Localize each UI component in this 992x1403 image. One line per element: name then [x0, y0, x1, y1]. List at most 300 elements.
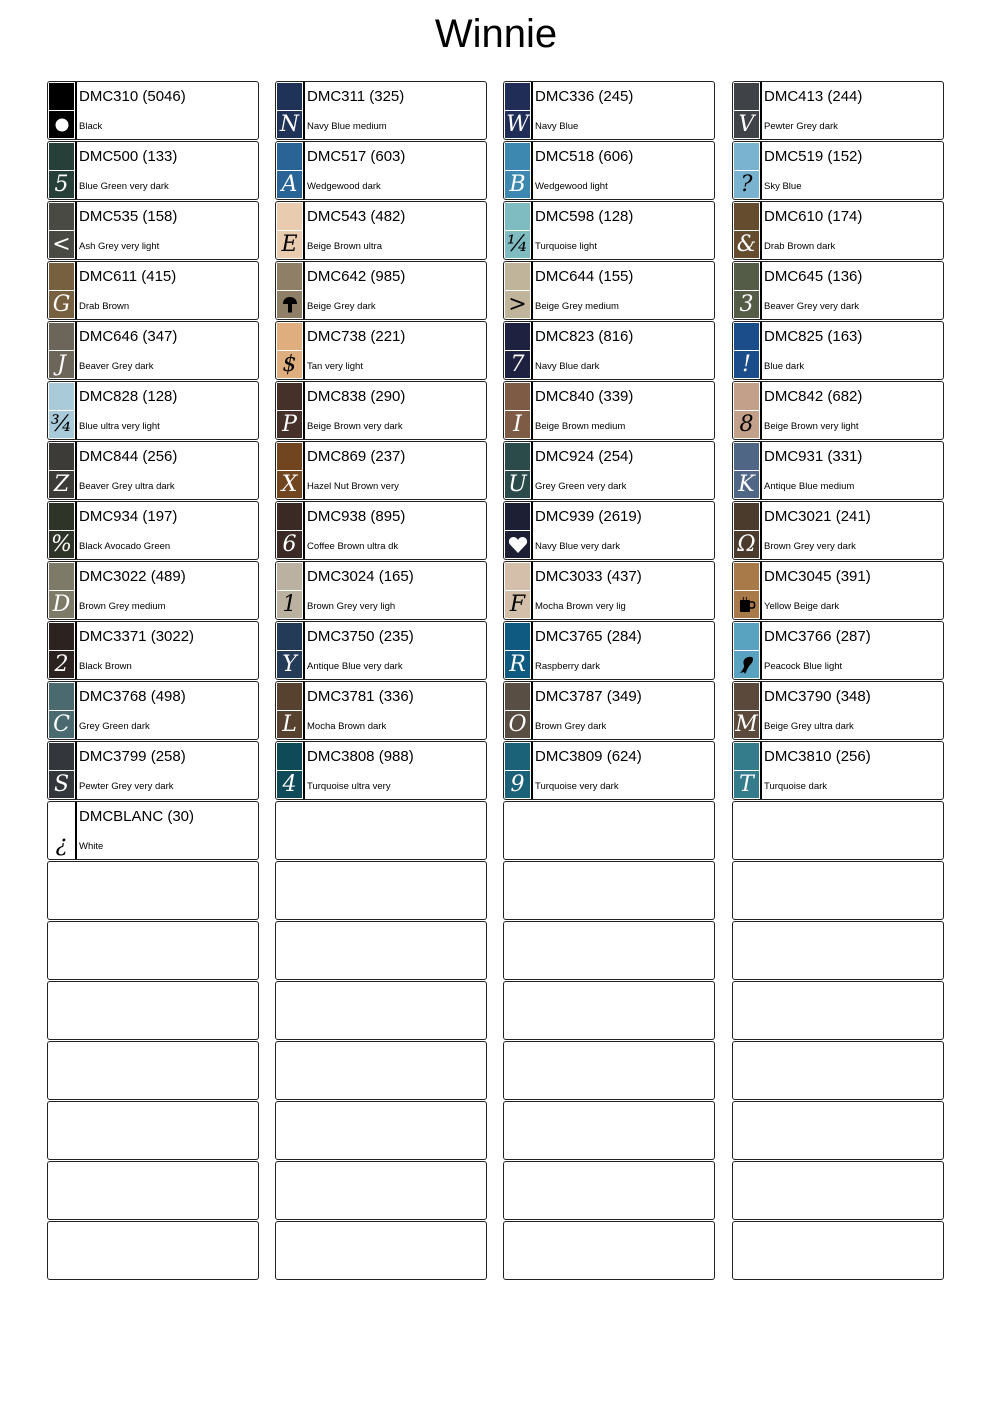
legend-cell: [47, 141, 259, 200]
cell-divider: [760, 742, 762, 799]
legend-cell: [732, 141, 944, 200]
symbol-block: [734, 411, 759, 438]
swatch-color-block: [277, 203, 302, 230]
empty-legend-cell: [732, 861, 944, 920]
symbol-glyph: $: [282, 352, 297, 377]
symbol-block: [49, 231, 74, 258]
thread-code: DMC3766 (287): [764, 628, 871, 645]
symbol-block: [49, 831, 74, 858]
thread-name: Brown Grey dark: [535, 721, 607, 732]
symbol-block: [49, 711, 74, 738]
swatch-color-block: [505, 563, 530, 590]
color-swatch: [504, 442, 531, 499]
color-swatch: [276, 622, 303, 679]
legend-cell: [47, 681, 259, 740]
thread-name: Navy Blue medium: [307, 121, 387, 132]
symbol-glyph: N: [279, 112, 300, 137]
thread-code: DMC939 (2619): [535, 508, 642, 525]
color-swatch: [733, 622, 760, 679]
symbol-glyph: O: [508, 712, 527, 737]
empty-legend-cell: [503, 921, 715, 980]
legend-cell: [47, 741, 259, 800]
empty-legend-cell: [503, 1221, 715, 1280]
legend-cell: [503, 81, 715, 140]
thread-code: DMC3022 (489): [79, 568, 186, 585]
color-swatch: [48, 502, 75, 559]
symbol-block: [505, 351, 530, 378]
thread-code: DMC500 (133): [79, 148, 178, 165]
symbol-block: [505, 471, 530, 498]
legend-cell: [732, 741, 944, 800]
cell-divider: [75, 562, 77, 619]
cell-divider: [760, 382, 762, 439]
color-swatch: [276, 742, 303, 799]
swatch-color-block: [505, 443, 530, 470]
cell-divider: [531, 742, 533, 799]
symbol-block: [734, 711, 759, 738]
color-swatch: [48, 802, 75, 859]
color-swatch: [48, 622, 75, 679]
legend-cell: [503, 501, 715, 560]
symbol-block: [277, 711, 302, 738]
thread-name: Mocha Brown dark: [307, 721, 387, 732]
cell-divider: [75, 262, 77, 319]
empty-legend-cell: [503, 981, 715, 1040]
color-swatch: [276, 142, 303, 199]
thread-name: Coffee Brown ultra dk: [307, 541, 399, 552]
swatch-color-block: [49, 383, 74, 410]
symbol-glyph: M: [735, 712, 758, 737]
thread-code: DMC3024 (165): [307, 568, 414, 585]
symbol-block: [49, 771, 74, 798]
empty-legend-cell: [47, 861, 259, 920]
thread-code: DMC934 (197): [79, 508, 178, 525]
thread-name: Yellow Beige dark: [764, 601, 840, 612]
thread-code: DMCBLANC (30): [79, 808, 195, 825]
thread-code: DMC642 (985): [307, 268, 406, 285]
color-swatch: [48, 562, 75, 619]
symbol-block: [505, 111, 530, 138]
symbol-block: [277, 351, 302, 378]
empty-legend-cell: [47, 1101, 259, 1160]
symbol-block: [49, 171, 74, 198]
thread-name: Beaver Grey ultra dark: [79, 481, 175, 492]
thread-code: DMC938 (895): [307, 508, 406, 525]
symbol-glyph: E: [281, 232, 298, 257]
legend-cell: [47, 501, 259, 560]
symbol-glyph: F: [509, 592, 526, 617]
cell-divider: [75, 802, 77, 859]
cell-divider: [75, 82, 77, 139]
legend-cell: [732, 81, 944, 140]
symbol-glyph: ¼: [506, 232, 529, 257]
empty-legend-cell: [275, 801, 487, 860]
symbol-block: [734, 531, 759, 558]
cell-divider: [531, 82, 533, 139]
thread-name: Ash Grey very light: [79, 241, 160, 252]
symbol-block: [734, 771, 759, 798]
cell-divider: [303, 262, 305, 319]
swatch-color-block: [49, 503, 74, 530]
cell-divider: [75, 202, 77, 259]
empty-legend-cell: [275, 1161, 487, 1220]
legend-cell: [732, 561, 944, 620]
symbol-glyph: 7: [510, 352, 525, 377]
symbol-block: [734, 351, 759, 378]
empty-legend-cell: [47, 1041, 259, 1100]
color-swatch: [733, 322, 760, 379]
swatch-color-block: [505, 263, 530, 290]
color-swatch: [504, 622, 531, 679]
thread-code: DMC311 (325): [307, 88, 405, 105]
symbol-block: [277, 231, 302, 258]
cell-divider: [531, 562, 533, 619]
symbol-glyph: L: [282, 712, 297, 737]
legend-cell: [275, 81, 487, 140]
empty-legend-cell: [275, 921, 487, 980]
color-swatch: [48, 382, 75, 439]
page-title: Winnie: [434, 12, 558, 56]
legend-cell: [275, 741, 487, 800]
legend-cell: [47, 801, 259, 860]
legend-cell: [47, 441, 259, 500]
cell-divider: [531, 322, 533, 379]
symbol-glyph: W: [506, 112, 529, 137]
thread-name: Beaver Grey dark: [79, 361, 154, 372]
thread-name: Sky Blue: [764, 181, 802, 192]
empty-legend-cell: [47, 1221, 259, 1280]
swatch-color-block: [734, 323, 759, 350]
thread-code: DMC3809 (624): [535, 748, 642, 765]
symbol-glyph: 1: [282, 592, 297, 617]
swatch-color-block: [505, 203, 530, 230]
symbol-glyph: Ω: [737, 532, 756, 557]
empty-legend-cell: [275, 1101, 487, 1160]
thread-name: Blue Green very dark: [79, 181, 169, 192]
thread-name: Drab Brown: [79, 301, 130, 312]
legend-cell: [732, 441, 944, 500]
color-swatch: [276, 82, 303, 139]
empty-legend-cell: [732, 801, 944, 860]
legend-cell: [47, 381, 259, 440]
cell-divider: [531, 382, 533, 439]
cell-divider: [303, 322, 305, 379]
thread-name: Brown Grey medium: [79, 601, 166, 612]
cell-divider: [75, 502, 77, 559]
color-swatch: [504, 502, 531, 559]
thread-name: Tan very light: [307, 361, 363, 372]
swatch-color-block: [277, 143, 302, 170]
symbol-block: [49, 351, 74, 378]
empty-legend-cell: [503, 1161, 715, 1220]
cell-divider: [760, 682, 762, 739]
color-swatch: [733, 382, 760, 439]
swatch-color-block: [277, 443, 302, 470]
thread-name: Beige Brown medium: [535, 421, 626, 432]
legend-cell: [275, 501, 487, 560]
symbol-glyph: B: [509, 172, 526, 197]
color-swatch: [733, 262, 760, 319]
color-swatch: [276, 442, 303, 499]
color-swatch: [276, 502, 303, 559]
cell-divider: [303, 442, 305, 499]
color-swatch: [276, 262, 303, 319]
cell-divider: [531, 142, 533, 199]
symbol-block: [734, 231, 759, 258]
cell-divider: [75, 142, 77, 199]
thread-code: DMC646 (347): [79, 328, 178, 345]
thread-name: Wedgewood light: [535, 181, 608, 192]
symbol-glyph: G: [52, 292, 71, 317]
cell-divider: [303, 502, 305, 559]
cell-divider: [531, 202, 533, 259]
legend-cell: [732, 201, 944, 260]
swatch-color-block: [49, 563, 74, 590]
thread-name: Beige Grey medium: [535, 301, 619, 312]
symbol-block: [277, 291, 302, 318]
color-swatch: [504, 262, 531, 319]
cell-divider: [75, 322, 77, 379]
thread-name: Wedgewood dark: [307, 181, 381, 192]
thread-name: Turquoise dark: [764, 781, 828, 792]
swatch-color-block: [277, 623, 302, 650]
cell-divider: [531, 682, 533, 739]
empty-legend-cell: [503, 801, 715, 860]
symbol-glyph: 3: [739, 292, 754, 317]
thread-name: Turquoise very dark: [535, 781, 619, 792]
thread-name: Navy Blue dark: [535, 361, 600, 372]
swatch-color-block: [505, 683, 530, 710]
legend-cell: [503, 441, 715, 500]
swatch-color-block: [734, 563, 759, 590]
cell-divider: [531, 442, 533, 499]
thread-code: DMC3768 (498): [79, 688, 186, 705]
thread-code: DMC535 (158): [79, 208, 178, 225]
symbol-block: [277, 591, 302, 618]
color-swatch: [504, 322, 531, 379]
swatch-color-block: [734, 143, 759, 170]
symbol-block: [505, 231, 530, 258]
swatch-color-block: [49, 683, 74, 710]
cell-divider: [760, 262, 762, 319]
symbol-block: [277, 771, 302, 798]
cell-divider: [75, 442, 77, 499]
symbol-glyph: K: [738, 472, 755, 497]
symbol-block: [277, 651, 302, 678]
legend-cell: [732, 381, 944, 440]
thread-code: DMC3781 (336): [307, 688, 414, 705]
thread-name: Beige Grey dark: [307, 301, 376, 312]
swatch-color-block: [734, 443, 759, 470]
symbol-glyph: 9: [510, 772, 525, 797]
legend-cell: [275, 321, 487, 380]
color-swatch: [276, 562, 303, 619]
symbol-glyph: 4: [282, 772, 297, 797]
cell-divider: [303, 202, 305, 259]
symbol-glyph: X: [281, 472, 298, 497]
color-swatch: [48, 682, 75, 739]
color-swatch: [48, 202, 75, 259]
color-swatch: [48, 82, 75, 139]
legend-cell: [503, 621, 715, 680]
symbol-block: [734, 651, 759, 678]
empty-legend-cell: [275, 981, 487, 1040]
legend-cell: [47, 321, 259, 380]
swatch-color-block: [277, 563, 302, 590]
symbol-block: [505, 531, 530, 558]
symbol-block: [49, 531, 74, 558]
thread-name: Pewter Grey very dark: [79, 781, 174, 792]
swatch-color-block: [277, 383, 302, 410]
cell-divider: [303, 142, 305, 199]
thread-name: Brown Grey very dark: [764, 541, 856, 552]
cell-divider: [75, 622, 77, 679]
swatch-color-block: [277, 683, 302, 710]
thread-name: Beige Grey ultra dark: [764, 721, 854, 732]
thread-code: DMC645 (136): [764, 268, 863, 285]
symbol-glyph: R: [509, 652, 526, 677]
cell-divider: [760, 82, 762, 139]
thread-code: DMC3808 (988): [307, 748, 414, 765]
symbol-glyph: 6: [282, 532, 297, 557]
legend-cell: [503, 681, 715, 740]
symbol-block: [277, 411, 302, 438]
cell-divider: [303, 82, 305, 139]
symbol-glyph: %: [51, 532, 72, 557]
symbol-glyph: A: [281, 172, 298, 197]
symbol-glyph: ¾: [50, 412, 73, 437]
thread-code: DMC598 (128): [535, 208, 634, 225]
thread-code: DMC3787 (349): [535, 688, 642, 705]
swatch-color-block: [734, 503, 759, 530]
thread-name: Beaver Grey very dark: [764, 301, 860, 312]
symbol-block: [505, 411, 530, 438]
cell-divider: [760, 442, 762, 499]
cell-divider: [303, 742, 305, 799]
legend-cell: [503, 321, 715, 380]
symbol-glyph: 5: [54, 172, 69, 197]
symbol-block: [49, 411, 74, 438]
color-swatch: [276, 382, 303, 439]
legend-cell: [275, 141, 487, 200]
color-swatch: [48, 262, 75, 319]
thread-name: Peacock Blue light: [764, 661, 843, 672]
color-swatch: [733, 742, 760, 799]
thread-code: DMC413 (244): [764, 88, 863, 105]
cell-divider: [303, 622, 305, 679]
thread-name: Brown Grey very ligh: [307, 601, 396, 612]
symbol-glyph: &: [736, 232, 757, 257]
swatch-color-block: [505, 623, 530, 650]
cell-divider: [303, 682, 305, 739]
thread-name: Beige Brown ultra: [307, 241, 382, 252]
legend-cell: [47, 201, 259, 260]
color-swatch: [733, 442, 760, 499]
symbol-glyph: U: [508, 472, 527, 497]
empty-legend-cell: [275, 1221, 487, 1280]
swatch-color-block: [734, 203, 759, 230]
thread-code: DMC3045 (391): [764, 568, 871, 585]
swatch-color-block: [505, 323, 530, 350]
color-swatch: [733, 202, 760, 259]
legend-cell: [47, 561, 259, 620]
thread-code: DMC3799 (258): [79, 748, 186, 765]
color-swatch: [48, 142, 75, 199]
thread-code: DMC842 (682): [764, 388, 863, 405]
thread-code: DMC611 (415): [79, 268, 177, 285]
legend-cell: [275, 621, 487, 680]
symbol-glyph: I: [513, 412, 522, 437]
cell-divider: [531, 502, 533, 559]
cell-divider: [760, 202, 762, 259]
legend-cell: [275, 441, 487, 500]
thread-name: Pewter Grey dark: [764, 121, 838, 132]
swatch-color-block: [505, 383, 530, 410]
symbol-block: [734, 471, 759, 498]
thread-name: Blue dark: [764, 361, 805, 372]
symbol-block: [49, 471, 74, 498]
thread-name: Antique Blue very dark: [307, 661, 403, 672]
swatch-color-block: [49, 263, 74, 290]
color-swatch: [276, 682, 303, 739]
empty-legend-cell: [47, 921, 259, 980]
legend-cell: [732, 681, 944, 740]
color-swatch: [733, 682, 760, 739]
symbol-glyph: D: [52, 592, 71, 617]
color-swatch: [733, 82, 760, 139]
thread-code: DMC3810 (256): [764, 748, 871, 765]
swatch-color-block: [734, 743, 759, 770]
thread-name: Hazel Nut Brown very: [307, 481, 399, 492]
symbol-glyph: Y: [282, 652, 297, 677]
heart-icon: [508, 536, 528, 554]
cell-divider: [75, 382, 77, 439]
cell-divider: [760, 562, 762, 619]
color-swatch: [733, 502, 760, 559]
thread-code: DMC3765 (284): [535, 628, 642, 645]
thread-code: DMC3371 (3022): [79, 628, 195, 645]
swatch-color-block: [505, 503, 530, 530]
cell-divider: [760, 322, 762, 379]
empty-legend-cell: [503, 861, 715, 920]
thread-code: DMC3021 (241): [764, 508, 871, 525]
thread-code: DMC517 (603): [307, 148, 406, 165]
swatch-color-block: [277, 263, 302, 290]
empty-legend-cell: [275, 1041, 487, 1100]
symbol-block: [734, 291, 759, 318]
legend-cell: [503, 261, 715, 320]
swatch-color-block: [505, 743, 530, 770]
cell-divider: [303, 562, 305, 619]
swatch-color-block: [49, 143, 74, 170]
symbol-block: [505, 711, 530, 738]
symbol-glyph: Z: [53, 472, 70, 497]
thread-code: DMC838 (290): [307, 388, 406, 405]
color-swatch: [48, 742, 75, 799]
swatch-color-block: [734, 683, 759, 710]
thread-name: Beige Brown very light: [764, 421, 859, 432]
thread-code: DMC3033 (437): [535, 568, 642, 585]
legend-cell: [503, 381, 715, 440]
thread-code: DMC931 (331): [764, 448, 863, 465]
thread-name: Navy Blue: [535, 121, 579, 132]
symbol-glyph: J: [57, 352, 66, 377]
legend-cell: [732, 501, 944, 560]
symbol-glyph: >: [508, 292, 527, 317]
cell-divider: [531, 262, 533, 319]
swatch-color-block: [49, 323, 74, 350]
cell-divider: [75, 742, 77, 799]
